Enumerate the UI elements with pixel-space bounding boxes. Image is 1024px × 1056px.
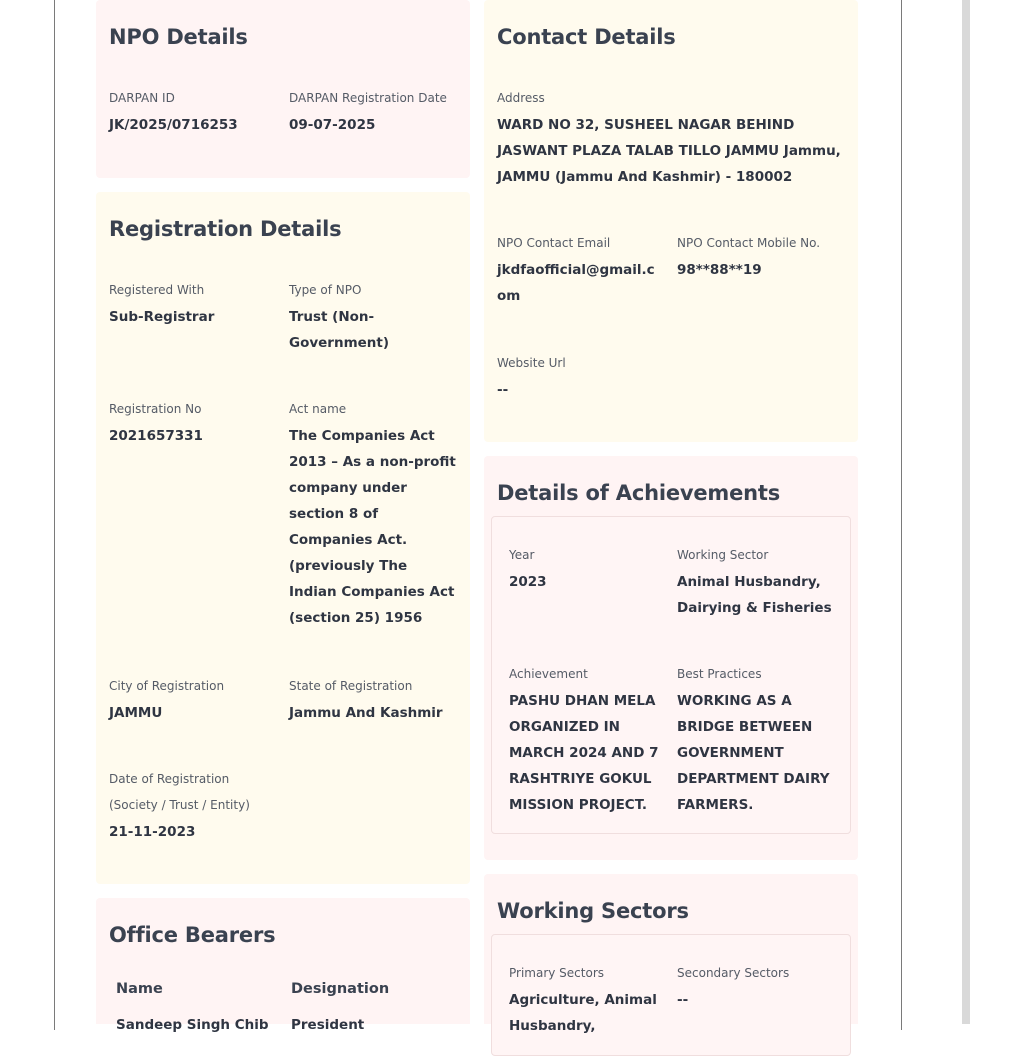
working-sectors-title: Working Sectors	[497, 899, 689, 923]
col-header-designation: Designation	[291, 981, 390, 997]
email-value[interactable]: jkdfaofficial@gmail.c om	[497, 262, 655, 304]
website-value: --	[497, 382, 509, 398]
city-label: City of Registration	[109, 679, 225, 693]
achievement-value: PASHU DHAN MELA ORGANIZED IN MARCH 2024 AND 7 RASHTRIYE GOKUL MISSION PROJECT.	[509, 693, 659, 813]
email-label: NPO Contact Email	[497, 236, 611, 250]
office-bearers-title: Office Bearers	[109, 923, 276, 947]
secondary-sectors-label: Secondary Sectors	[677, 966, 790, 980]
npo-type-label: Type of NPO	[289, 283, 362, 297]
scrollbar[interactable]	[962, 0, 970, 1024]
address-label: Address	[497, 91, 545, 105]
registered-with-value: Sub-Registrar	[109, 309, 215, 325]
darpan-id-value: JK/2025/0716253	[109, 117, 238, 133]
primary-sectors-label: Primary Sectors	[509, 966, 605, 980]
best-practices-value: WORKING AS A BRIDGE BETWEEN GOVERNMENT DEPARTMENT DAIRY FARMERS.	[677, 693, 830, 813]
npo-type-value: Trust (Non- Government)	[289, 309, 390, 351]
registration-details-card	[96, 192, 470, 884]
bearer-row-name: Sandeep Singh Chib	[116, 1017, 269, 1033]
darpan-id-label: DARPAN ID	[109, 91, 175, 105]
registered-with-label: Registered With	[109, 283, 205, 297]
achievements-card	[484, 456, 858, 860]
website-label: Website Url	[497, 356, 566, 370]
contact-details-title: Contact Details	[497, 25, 676, 49]
reg-date-label-2: (Society / Trust / Entity)	[109, 798, 250, 812]
year-label: Year	[509, 548, 535, 562]
reg-date-value: 21-11-2023	[109, 824, 196, 840]
address-value: WARD NO 32, SUSHEEL NAGAR BEHIND JASWANT PLAZA TALAB TILLO JAMMU Jammu, JAMMU (Jammu And Kashmir) - 180002	[497, 117, 841, 185]
mobile-value: 98**88**19	[677, 262, 762, 278]
registration-details-title: Registration Details	[109, 217, 342, 241]
working-sector-label: Working Sector	[677, 548, 769, 562]
mobile-label: NPO Contact Mobile No.	[677, 236, 821, 250]
state-label: State of Registration	[289, 679, 413, 693]
primary-sectors-value: Agriculture, Animal Husbandry,	[509, 992, 657, 1034]
secondary-sectors-value: --	[677, 992, 689, 1008]
achievement-entry	[491, 516, 851, 834]
registration-no-label: Registration No	[109, 402, 202, 416]
darpan-reg-date-value: 09-07-2025	[289, 117, 376, 133]
reg-date-label-1: Date of Registration	[109, 772, 230, 786]
darpan-reg-date-label: DARPAN Registration Date	[289, 91, 447, 105]
office-bearers-card	[96, 898, 470, 1033]
act-name-label: Act name	[289, 402, 347, 416]
col-header-name: Name	[116, 981, 163, 997]
state-value: Jammu And Kashmir	[289, 705, 443, 721]
best-practices-label: Best Practices	[677, 667, 762, 681]
working-sector-value: Animal Husbandry, Dairying & Fisheries	[677, 574, 832, 616]
city-value: JAMMU	[109, 705, 163, 721]
act-name-value: The Companies Act 2013 – As a non-profit company under section 8 of Companies Act. (previously The Indian Companies Act (section 25) 1956	[289, 428, 456, 626]
npo-details-title: NPO Details	[109, 25, 248, 49]
achievement-label: Achievement	[509, 667, 588, 681]
bearer-row-designation: President	[291, 1017, 365, 1033]
year-value: 2023	[509, 574, 547, 590]
working-sectors-card	[484, 874, 858, 1034]
sectors-entry	[491, 934, 851, 1056]
npo-details-card	[96, 0, 470, 178]
contact-details-card	[484, 0, 858, 442]
registration-no-value: 2021657331	[109, 428, 203, 444]
achievements-title: Details of Achievements	[497, 481, 781, 505]
